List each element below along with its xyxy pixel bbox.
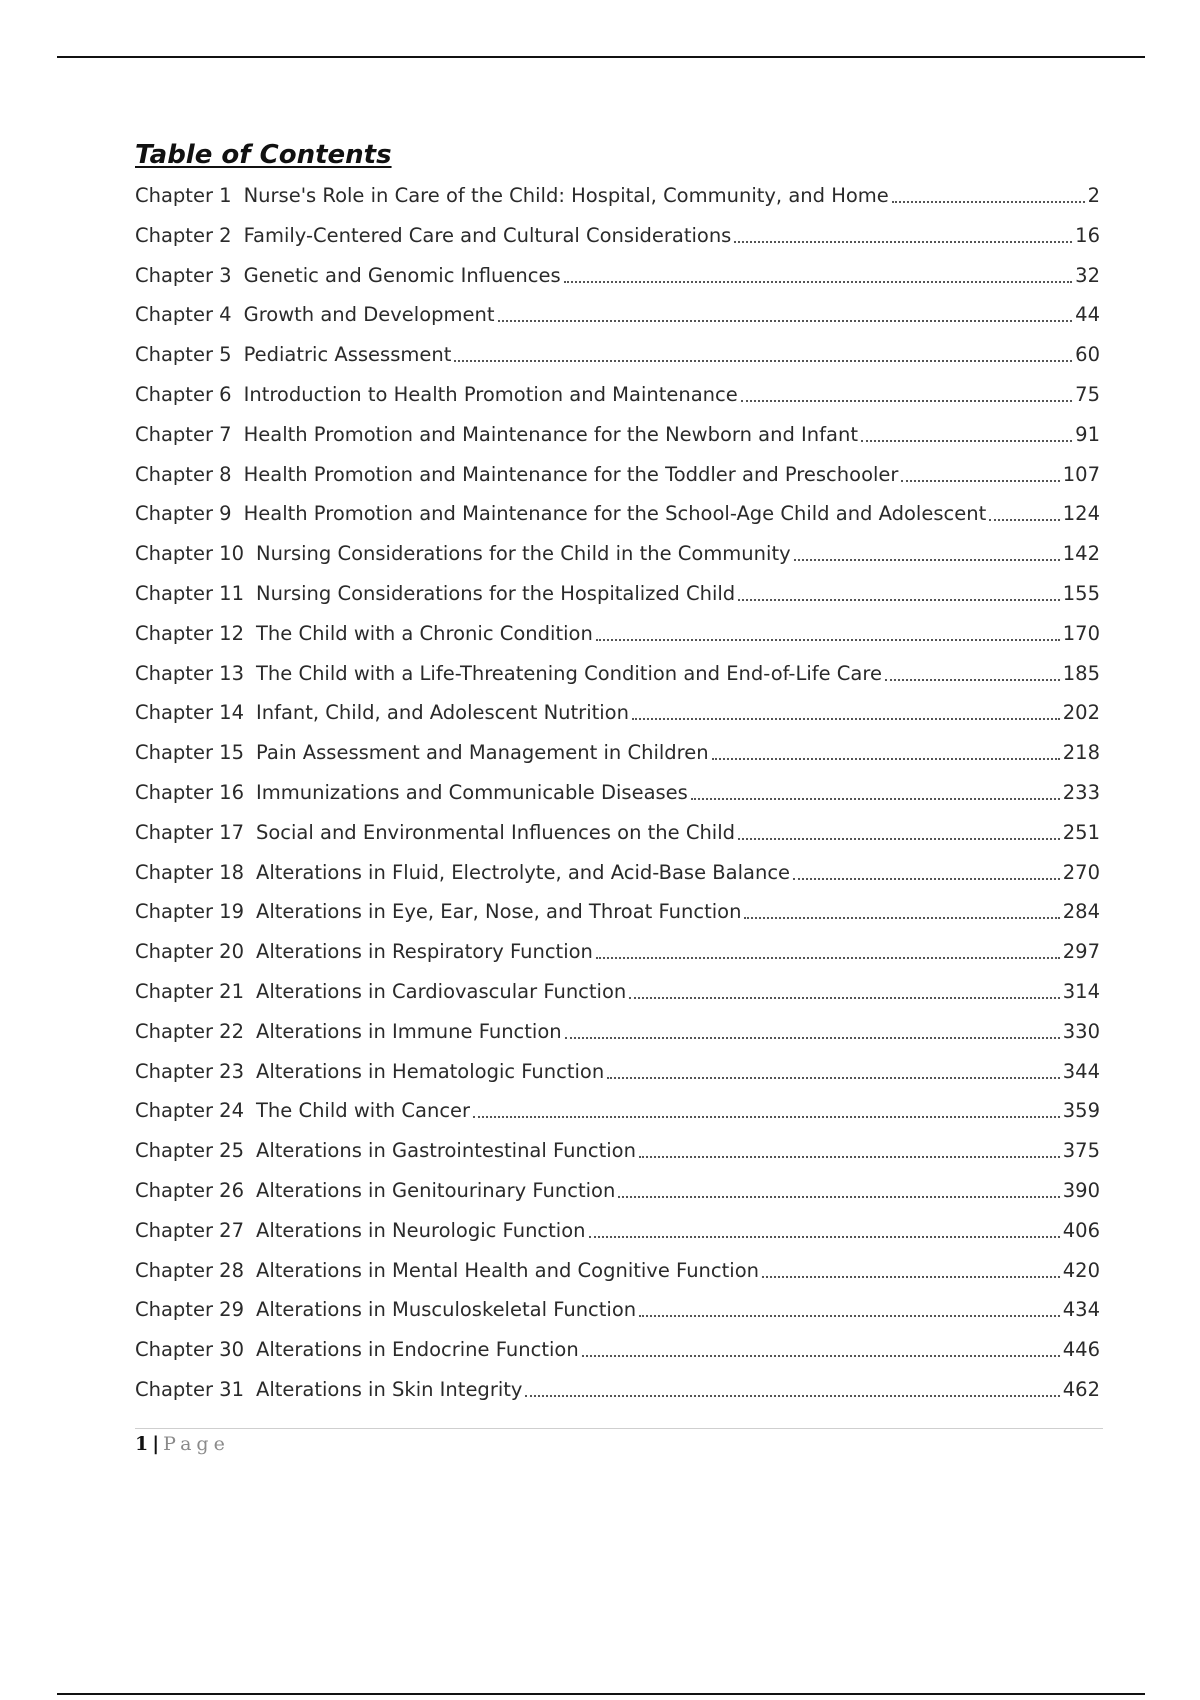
chapter-title: Family-Centered Care and Cultural Considerations <box>243 223 732 247</box>
chapter-title: Health Promotion and Maintenance for the Toddler and Preschooler <box>243 462 899 486</box>
chapter-title: Pain Assessment and Management in Children <box>255 741 709 765</box>
dot-leader <box>762 1275 1060 1278</box>
chapter-label: Chapter 29 <box>135 1298 244 1322</box>
toc-entry[interactable] <box>135 487 1100 527</box>
chapter-label: Chapter 9 <box>135 502 232 526</box>
chapter-page-number: 218 <box>1062 741 1100 765</box>
chapter-label: Chapter 25 <box>135 1139 244 1163</box>
chapter-label: Chapter 14 <box>135 701 244 725</box>
chapter-label: Chapter 13 <box>135 661 244 685</box>
chapter-label: Chapter 17 <box>135 820 244 844</box>
chapter-page-number: 2 <box>1087 184 1100 207</box>
chapter-label: Chapter 19 <box>135 900 244 924</box>
chapter-title: Alterations in Immune Function <box>255 1019 562 1043</box>
dot-leader <box>738 837 1060 840</box>
chapter-page-number: 60 <box>1075 343 1100 367</box>
toc-entry[interactable] <box>135 725 1100 765</box>
chapter-page-number: 406 <box>1062 1218 1100 1242</box>
chapter-title: The Child with a Chronic Condition <box>255 621 593 645</box>
toc-entry[interactable] <box>135 288 1100 328</box>
chapter-page-number: 91 <box>1075 422 1100 446</box>
toc-entry[interactable] <box>135 1004 1100 1044</box>
chapter-label: Chapter 23 <box>135 1059 244 1083</box>
dot-leader <box>794 558 1060 561</box>
chapter-label: Chapter 28 <box>135 1258 244 1282</box>
chapter-title: Nursing Considerations for the Hospitalized Child <box>255 581 736 605</box>
chapter-page-number: 330 <box>1062 1019 1100 1043</box>
chapter-label: Chapter 27 <box>135 1218 244 1242</box>
chapter-page-number: 314 <box>1062 979 1100 1003</box>
chapter-page-number: 142 <box>1062 542 1100 566</box>
chapter-page-number: 75 <box>1075 382 1100 406</box>
chapter-label: Chapter 18 <box>135 860 244 884</box>
dot-leader <box>793 877 1060 880</box>
toc-entry[interactable] <box>135 1044 1100 1084</box>
bottom-rule <box>57 1693 1145 1695</box>
chapter-label: Chapter 15 <box>135 741 244 765</box>
chapter-label: Chapter 20 <box>135 940 244 964</box>
footer-rule <box>135 1428 1103 1429</box>
chapter-page-number: 251 <box>1062 820 1100 844</box>
chapter-label: Chapter 10 <box>135 542 244 566</box>
toc-entry[interactable] <box>135 407 1100 447</box>
chapter-page-number: 434 <box>1062 1298 1100 1322</box>
toc-entry[interactable] <box>135 765 1100 805</box>
dot-leader <box>892 200 1085 203</box>
toc-entry[interactable] <box>135 447 1100 487</box>
chapter-label: Chapter 26 <box>135 1178 244 1202</box>
dot-leader <box>744 916 1059 919</box>
chapter-title: Alterations in Skin Integrity <box>255 1377 523 1401</box>
toc-entry[interactable] <box>135 526 1100 566</box>
toc-entry[interactable] <box>135 1283 1100 1323</box>
dot-leader <box>473 1115 1060 1118</box>
chapter-page-number: 270 <box>1062 860 1100 884</box>
toc-entry[interactable] <box>135 1123 1100 1163</box>
dot-leader <box>596 638 1060 641</box>
chapter-title: Alterations in Genitourinary Function <box>255 1178 616 1202</box>
chapter-title: Genetic and Genomic Influences <box>243 263 561 287</box>
toc-entry[interactable] <box>135 646 1100 686</box>
page-footer <box>135 1433 230 1455</box>
toc-entry[interactable] <box>135 1362 1100 1402</box>
page-number: 1 <box>135 1433 149 1455</box>
dot-leader <box>582 1354 1060 1357</box>
footer-separator: | <box>152 1433 160 1455</box>
chapter-title: Immunizations and Communicable Diseases <box>255 780 688 804</box>
chapter-title: Alterations in Fluid, Electrolyte, and Acid-Base Balance <box>255 860 791 884</box>
toc-entry[interactable] <box>135 1203 1100 1243</box>
chapter-title: Alterations in Musculoskeletal Function <box>255 1298 637 1322</box>
chapter-label: Chapter 12 <box>135 621 244 645</box>
dot-leader <box>734 240 1072 243</box>
toc-entry[interactable] <box>135 686 1100 726</box>
chapter-label: Chapter 6 <box>135 382 232 406</box>
chapter-title: Health Promotion and Maintenance for the School-Age Child and Adolescent <box>243 502 987 526</box>
dot-leader <box>498 319 1073 322</box>
chapter-label: Chapter 31 <box>135 1377 244 1401</box>
toc-entry[interactable] <box>135 1163 1100 1203</box>
chapter-title: Alterations in Neurologic Function <box>255 1218 586 1242</box>
chapter-label: Chapter 30 <box>135 1338 244 1362</box>
chapter-label: Chapter 2 <box>135 223 232 247</box>
dot-leader <box>989 518 1060 521</box>
chapter-title: Alterations in Gastrointestinal Function <box>255 1139 636 1163</box>
toc-heading: Table of Contents <box>135 140 392 170</box>
toc-entry[interactable] <box>135 327 1100 367</box>
dot-leader <box>618 1195 1059 1198</box>
chapter-page-number: 202 <box>1062 701 1100 725</box>
dot-leader <box>885 678 1060 681</box>
toc-entry[interactable] <box>135 1084 1100 1124</box>
chapter-page-number: 32 <box>1075 263 1100 287</box>
toc-entry[interactable] <box>135 845 1100 885</box>
chapter-page-number: 44 <box>1075 303 1100 327</box>
chapter-title: Alterations in Respiratory Function <box>255 940 593 964</box>
chapter-title: Health Promotion and Maintenance for the Newborn and Infant <box>243 422 858 446</box>
toc-list <box>135 178 1100 1402</box>
dot-leader <box>901 479 1059 482</box>
dot-leader <box>607 1076 1060 1079</box>
chapter-page-number: 297 <box>1062 940 1100 964</box>
chapter-page-number: 359 <box>1062 1099 1100 1123</box>
dot-leader <box>564 280 1073 283</box>
chapter-label: Chapter 24 <box>135 1099 244 1123</box>
dot-leader <box>565 1036 1060 1039</box>
chapter-page-number: 107 <box>1062 462 1100 486</box>
chapter-page-number: 170 <box>1062 621 1100 645</box>
chapter-title: Alterations in Hematologic Function <box>255 1059 605 1083</box>
toc-entry[interactable] <box>135 606 1100 646</box>
toc-entry[interactable] <box>135 805 1100 845</box>
dot-leader <box>632 717 1060 720</box>
chapter-label: Chapter 11 <box>135 581 244 605</box>
dot-leader <box>525 1394 1059 1397</box>
toc-entry[interactable] <box>135 248 1100 288</box>
chapter-label: Chapter 16 <box>135 780 244 804</box>
chapter-title: The Child with a Life-Threatening Condition and End-of-Life Care <box>255 661 882 685</box>
dot-leader <box>712 757 1060 760</box>
chapter-page-number: 375 <box>1062 1139 1100 1163</box>
dot-leader <box>589 1235 1060 1238</box>
chapter-page-number: 390 <box>1062 1178 1100 1202</box>
chapter-page-number: 124 <box>1062 502 1100 526</box>
chapter-title: Pediatric Assessment <box>243 343 452 367</box>
chapter-title: Nurse's Role in Care of the Child: Hospital, Community, and Home <box>243 184 889 207</box>
chapter-page-number: 420 <box>1062 1258 1100 1282</box>
chapter-title: Social and Environmental Influences on the Child <box>255 820 736 844</box>
chapter-title: Alterations in Endocrine Function <box>255 1338 579 1362</box>
chapter-page-number: 344 <box>1062 1059 1100 1083</box>
chapter-page-number: 233 <box>1062 780 1100 804</box>
dot-leader <box>639 1155 1060 1158</box>
dot-leader <box>639 1314 1060 1317</box>
dot-leader <box>629 996 1060 999</box>
toc-section <box>135 138 1100 1402</box>
chapter-label: Chapter 21 <box>135 979 244 1003</box>
toc-entry[interactable] <box>135 1243 1100 1283</box>
chapter-title: Alterations in Cardiovascular Function <box>255 979 627 1003</box>
dot-leader <box>738 598 1060 601</box>
chapter-title: Alterations in Mental Health and Cognitive Function <box>255 1258 759 1282</box>
chapter-page-number: 185 <box>1062 661 1100 685</box>
dot-leader <box>741 399 1072 402</box>
toc-entry[interactable] <box>135 1322 1100 1362</box>
chapter-page-number: 155 <box>1062 581 1100 605</box>
dot-leader <box>861 439 1072 442</box>
chapter-label: Chapter 5 <box>135 343 232 367</box>
dot-leader <box>454 359 1072 362</box>
chapter-title: Introduction to Health Promotion and Maintenance <box>243 382 738 406</box>
toc-entry[interactable] <box>135 924 1100 964</box>
chapter-title: Alterations in Eye, Ear, Nose, and Throat Function <box>255 900 742 924</box>
chapter-title: Infant, Child, and Adolescent Nutrition <box>255 701 629 725</box>
chapter-page-number: 446 <box>1062 1338 1100 1362</box>
dot-leader <box>596 956 1060 959</box>
chapter-page-number: 284 <box>1062 900 1100 924</box>
toc-entry[interactable] <box>135 566 1100 606</box>
toc-entry[interactable] <box>135 964 1100 1004</box>
chapter-label: Chapter 4 <box>135 303 232 327</box>
chapter-label: Chapter 7 <box>135 422 232 446</box>
dot-leader <box>691 797 1060 800</box>
toc-entry[interactable] <box>135 367 1100 407</box>
chapter-title: Nursing Considerations for the Child in the Community <box>255 542 791 566</box>
chapter-page-number: 16 <box>1075 223 1100 247</box>
footer-page-word: Page <box>163 1433 230 1455</box>
chapter-label: Chapter 22 <box>135 1019 244 1043</box>
chapter-title: Growth and Development <box>243 303 495 327</box>
top-rule <box>57 56 1145 58</box>
chapter-page-number: 462 <box>1062 1377 1100 1401</box>
toc-entry[interactable] <box>135 178 1100 208</box>
chapter-label: Chapter 3 <box>135 263 232 287</box>
toc-entry[interactable] <box>135 885 1100 925</box>
toc-entry[interactable] <box>135 208 1100 248</box>
chapter-title: The Child with Cancer <box>255 1099 471 1123</box>
chapter-label: Chapter 8 <box>135 462 232 486</box>
chapter-label: Chapter 1 <box>135 184 232 207</box>
